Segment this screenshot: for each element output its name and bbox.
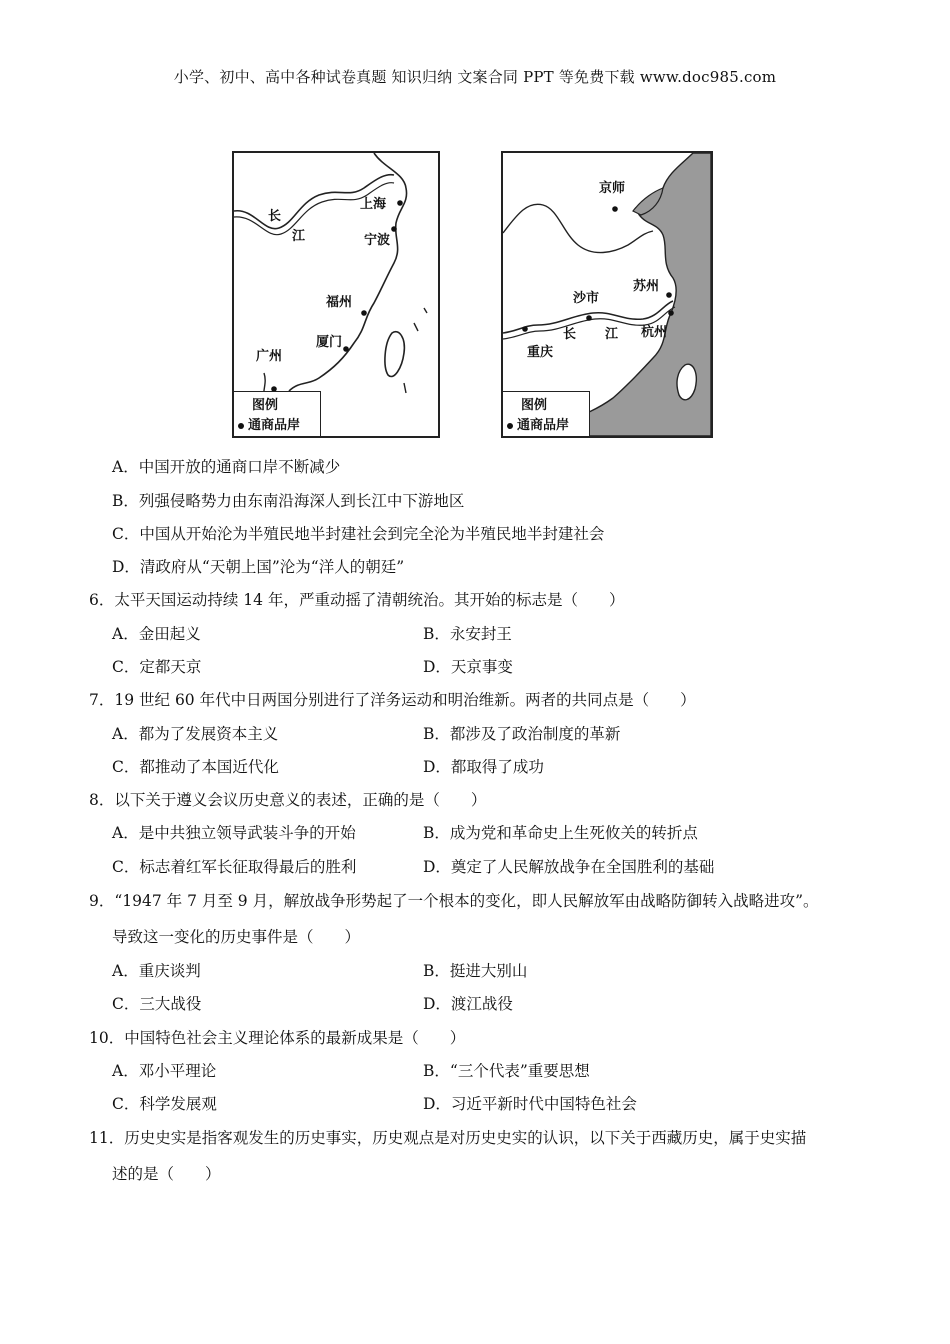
map2-label-hangzhou: 杭州 bbox=[641, 325, 668, 340]
map2-legend-title: 图例 bbox=[521, 398, 548, 413]
map1-legend-item: 通商品岸 bbox=[248, 418, 301, 433]
q9-option-a: A．重庆谈判 bbox=[112, 962, 201, 980]
map2-label-chongqing: 重庆 bbox=[527, 345, 554, 360]
map2-legend bbox=[503, 391, 590, 436]
map1-label-fuzhou: 福州 bbox=[326, 295, 353, 310]
q9-option-b: B．挺进大别山 bbox=[423, 962, 528, 980]
map1-label-xiamen: 厦门 bbox=[316, 335, 343, 350]
q11-stem-line1: 11．历史史实是指客观发生的历史事实，历史观点是对历史史实的认识，以下关于西藏历史，属于史实描 bbox=[89, 1129, 807, 1147]
map1-legend-title: 图例 bbox=[252, 398, 279, 413]
map2-label-jiang: 江 bbox=[605, 327, 619, 342]
q6-option-d: D．天京事变 bbox=[423, 658, 513, 676]
q5-option-d: D．清政府从“天朝上国”沦为“洋人的朝廷” bbox=[112, 558, 405, 576]
q10-option-a: A．邓小平理论 bbox=[112, 1062, 217, 1080]
q7-option-c: C．都推动了本国近代化 bbox=[112, 758, 279, 776]
q9-option-d: D．渡江战役 bbox=[423, 995, 513, 1013]
port-dot-icon bbox=[507, 423, 513, 429]
page-header: 小学、初中、高中各种试卷真题 知识归纳 文案合同 PPT 等免费下载 www.doc985.com bbox=[173, 68, 777, 86]
map1-label-shanghai: 上海 bbox=[360, 197, 387, 212]
q7-option-d: D．都取得了成功 bbox=[423, 758, 544, 776]
q6-option-c: C．定都天京 bbox=[112, 658, 202, 676]
q7-option-a: A．都为了发展资本主义 bbox=[112, 725, 279, 743]
q5-option-c: C．中国从开始沦为半殖民地半封建社会到完全沦为半殖民地半封建社会 bbox=[112, 525, 605, 543]
q7-stem: 7．19 世纪 60 年代中日两国分别进行了洋务运动和明治维新。两者的共同点是（ ） bbox=[89, 691, 696, 709]
q10-option-c: C．科学发展观 bbox=[112, 1095, 217, 1113]
q9-option-c: C．三大战役 bbox=[112, 995, 202, 1013]
port-dot-icon bbox=[238, 423, 244, 429]
map2-legend-item: 通商品岸 bbox=[517, 418, 570, 433]
q5-option-a: A．中国开放的通商口岸不断减少 bbox=[112, 458, 341, 476]
map-treaty-ports-inland bbox=[501, 151, 713, 438]
map1-label-chang: 长 bbox=[268, 209, 282, 224]
q10-option-b: B．“三个代表”重要思想 bbox=[423, 1062, 590, 1080]
q8-option-b: B．成为党和革命史上生死攸关的转折点 bbox=[423, 824, 698, 842]
q8-option-a: A．是中共独立领导武装斗争的开始 bbox=[112, 824, 356, 842]
q8-option-d: D．奠定了人民解放战争在全国胜利的基础 bbox=[423, 858, 715, 876]
q10-option-d: D．习近平新时代中国特色社会 bbox=[423, 1095, 637, 1113]
map2-label-chang: 长 bbox=[563, 327, 577, 342]
map1-legend bbox=[234, 391, 321, 436]
q8-stem: 8．以下关于遵义会议历史意义的表述，正确的是（ ） bbox=[89, 791, 487, 809]
map2-label-shashi: 沙市 bbox=[573, 291, 600, 306]
map1-label-ningbo: 宁波 bbox=[364, 233, 391, 248]
map2-label-jingshi: 京师 bbox=[599, 181, 626, 196]
q11-stem-line2: 述的是（ ） bbox=[112, 1165, 221, 1183]
q6-option-a: A．金田起义 bbox=[112, 625, 201, 643]
map1-label-guangzhou: 广州 bbox=[256, 349, 283, 364]
map2-label-suzhou: 苏州 bbox=[633, 279, 660, 294]
q7-option-b: B．都涉及了政治制度的革新 bbox=[423, 725, 621, 743]
q9-stem-line2: 导致这一变化的历史事件是（ ） bbox=[112, 928, 361, 946]
q6-option-b: B．永安封王 bbox=[423, 625, 512, 643]
q9-stem-line1: 9．“1947 年 7 月至 9 月，解放战争形势起了一个根本的变化，即人民解放军由战略防御转入战略进攻”。 bbox=[89, 892, 819, 910]
q8-option-c: C．标志着红军长征取得最后的胜利 bbox=[112, 858, 357, 876]
map1-label-jiang: 江 bbox=[292, 229, 306, 244]
q10-stem: 10．中国特色社会主义理论体系的最新成果是（ ） bbox=[89, 1029, 466, 1047]
q6-stem: 6．太平天国运动持续 14 年，严重动摇了清朝统治。其开始的标志是（ ） bbox=[89, 591, 625, 609]
map-treaty-ports-coastal bbox=[232, 151, 440, 438]
q5-option-b: B．列强侵略势力由东南沿海深人到长江中下游地区 bbox=[112, 492, 465, 510]
